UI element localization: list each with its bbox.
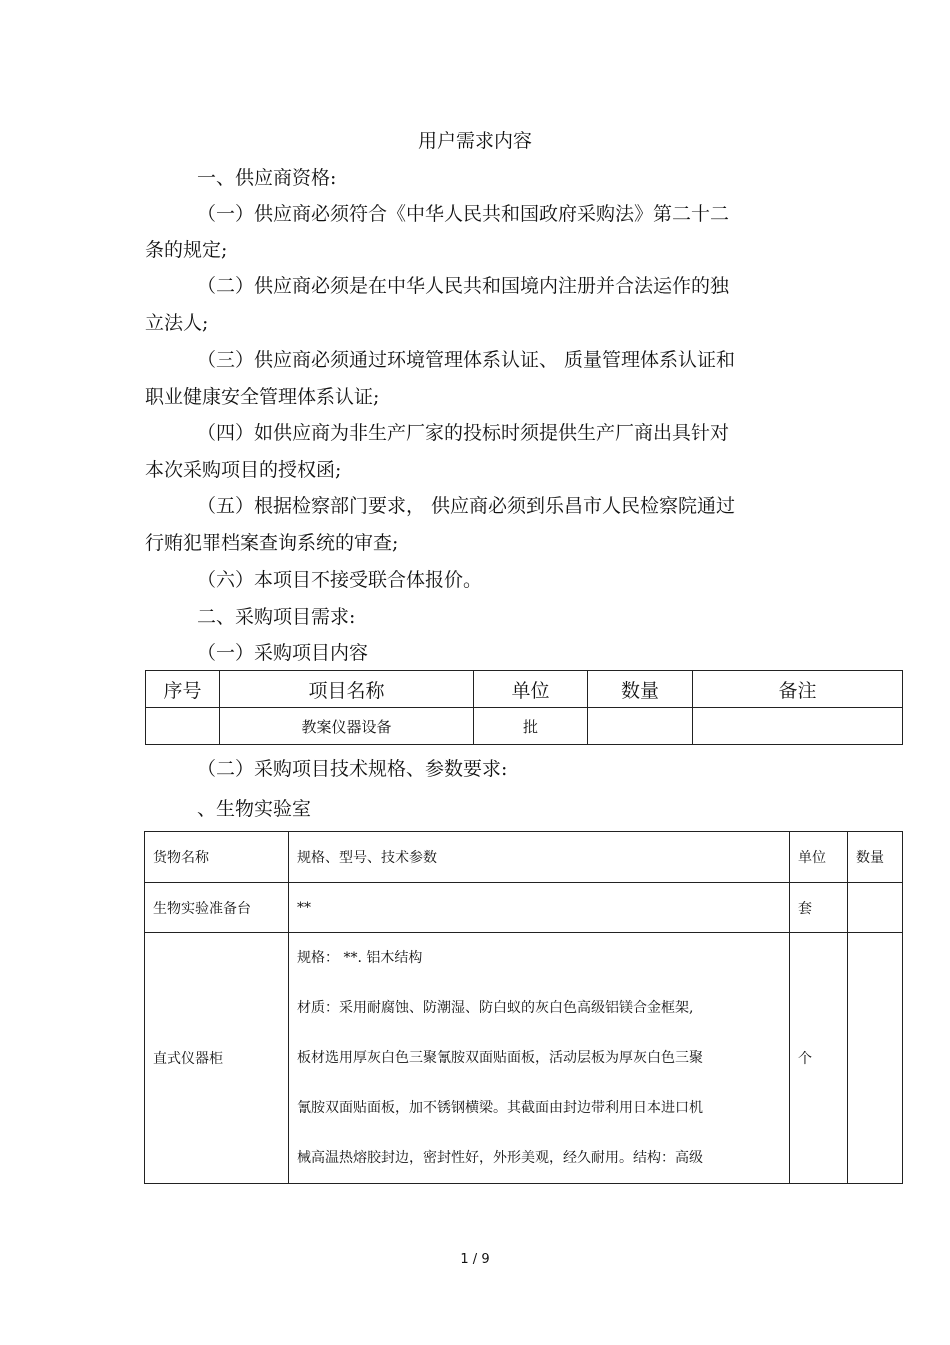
spec-line: 板材选用厚灰白色三聚氰胺双面贴面板，活动层板为厚灰白色三聚	[297, 1050, 703, 1066]
cell-serial	[146, 708, 220, 745]
cell-goods-name: 生物实验准备台	[145, 883, 289, 933]
table-row	[146, 708, 903, 745]
header-spec: 规格、型号、技术参数	[289, 832, 790, 883]
cell-unit: 个	[790, 933, 848, 1184]
cell-quantity	[588, 708, 693, 745]
requirement-5-line1: （五）根据检察部门要求， 供应商必须到乐昌市人民检察院通过	[197, 495, 736, 517]
requirement-2-line2: 立法人;	[145, 312, 209, 334]
cell-unit: 批	[474, 708, 588, 745]
requirement-5-line2: 行贿犯罪档案查询系统的审查;	[145, 532, 399, 554]
cell-spec: **	[289, 883, 790, 933]
section1-heading: 一、供应商资格:	[197, 167, 337, 189]
table-row	[145, 883, 903, 933]
section2-heading: 二、采购项目需求:	[197, 606, 356, 628]
cell-quantity	[848, 883, 903, 933]
requirement-2-line1: （二）供应商必须是在中华人民共和国境内注册并合法运作的独	[197, 275, 730, 297]
biology-lab-heading: 、生物实验室	[197, 798, 312, 820]
tech-spec-heading: （二）采购项目技术规格、参数要求:	[197, 758, 508, 780]
requirement-1-line1: （一）供应商必须符合《中华人民共和国政府采购法》第二十二	[197, 203, 730, 225]
project-content-table	[145, 670, 903, 745]
requirement-1-line2: 条的规定;	[145, 239, 228, 261]
cell-goods-name: 直式仪器柜	[145, 933, 289, 1184]
cell-remarks	[693, 708, 903, 745]
goods-spec-table	[144, 831, 903, 1184]
header-remarks: 备注	[693, 671, 903, 708]
spec-line: 规格： **. 铝木结构	[297, 950, 423, 966]
cell-unit: 套	[790, 883, 848, 933]
project-content-heading: （一）采购项目内容	[197, 642, 369, 664]
requirement-4-line2: 本次采购项目的授权函;	[145, 459, 342, 481]
table-header-row	[145, 832, 903, 883]
requirement-4-line1: （四）如供应商为非生产厂家的投标时须提供生产厂商出具针对	[197, 422, 730, 444]
header-goods-name: 货物名称	[145, 832, 289, 883]
header-quantity: 数量	[848, 832, 903, 883]
page-title: 用户需求内容	[417, 130, 532, 152]
header-unit: 单位	[474, 671, 588, 708]
cell-item-name: 教案仪器设备	[220, 708, 474, 745]
requirement-6: （六）本项目不接受联合体报价。	[197, 569, 483, 591]
cell-spec	[289, 933, 790, 1184]
header-quantity: 数量	[588, 671, 693, 708]
requirement-3-line2: 职业健康安全管理体系认证;	[145, 386, 380, 408]
header-unit: 单位	[790, 832, 848, 883]
header-serial: 序号	[146, 671, 220, 708]
requirement-3-line1: （三）供应商必须通过环境管理体系认证、 质量管理体系认证和	[197, 349, 736, 371]
cell-quantity	[848, 933, 903, 1184]
header-item-name: 项目名称	[220, 671, 474, 708]
spec-line: 材质：采用耐腐蚀、防潮湿、防白蚁的灰白色高级铝镁合金框架,	[297, 1000, 694, 1016]
page-number: 1 / 9	[460, 1252, 490, 1267]
spec-line: 械高温热熔胶封边，密封性好，外形美观，经久耐用。结构：高级	[297, 1150, 703, 1166]
spec-line: 氰胺双面贴面板，加不锈钢横梁。其截面由封边带利用日本进口机	[297, 1100, 703, 1116]
table-row	[145, 933, 903, 1184]
table-header-row	[146, 671, 903, 708]
